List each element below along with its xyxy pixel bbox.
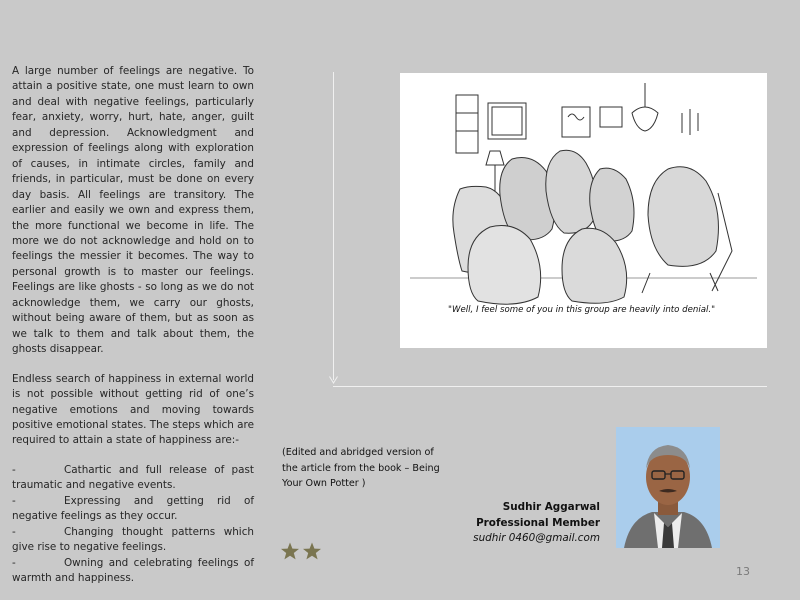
author-block [420,500,600,547]
step-item: - Changing thought patterns which give rise to negative feelings. [12,525,254,554]
article-text [12,64,254,587]
rating-stars [280,541,322,563]
author-role: Professional Member [476,516,600,529]
step-item: - Expressing and getting rid of negative feelings as they occur. [12,494,254,523]
article-paragraph-2: Endless search of happiness in external world is not possible without getting rid of one’s negative emotions and moving towards positive emotional states. The steps which are required to attain a state of happiness are:- [12,372,254,447]
star-icon [280,541,300,561]
step-item: - Owning and celebrating feelings of warmth and happiness. [12,556,254,585]
author-email: sudhir 0460@gmail.com [473,532,600,544]
page-number: 13 [736,565,750,578]
author-portrait-image [616,427,720,548]
cartoon-caption: "Well, I feel some of you in this group are heavily into denial." [448,305,716,315]
happiness-steps-list [12,463,254,587]
arrow-down-icon [329,376,338,384]
author-photo [616,427,720,548]
article-paragraph-1: A large number of feelings are negative. To attain a positive state, one must learn to own and deal with negative feelings, particularly fear, anxiety, worry, hurt, hate, anger, guilt and depression. Acknowledgment and expression of feelings along with exploration of causes, in intimate circles, family and friends, in particular, must be done on every day basis. All feelings are transitory. The earlier and easily we own and express them, the more functional we become in life. The more we do not acknowledge and hold on to feelings the messier it becomes. The way to personal growth is to master our feelings. Feelings are like ghosts - so long as we do not acknowledge them, we carry our ghosts, without being aware of them, but as soon as we talk to them and talk about them, the ghosts disappear. [12,65,254,356]
author-name: Sudhir Aggarwal [502,501,600,513]
group-therapy-cartoon [400,73,767,348]
decorative-horizontal-line [333,386,767,387]
step-item: - Cathartic and full release of past traumatic and negative events. [12,463,254,492]
star-icon [302,541,322,561]
decorative-vertical-line [333,72,334,380]
edit-note: (Edited and abridged version of the article from the book – Being Your Own Potter ) [282,447,440,489]
